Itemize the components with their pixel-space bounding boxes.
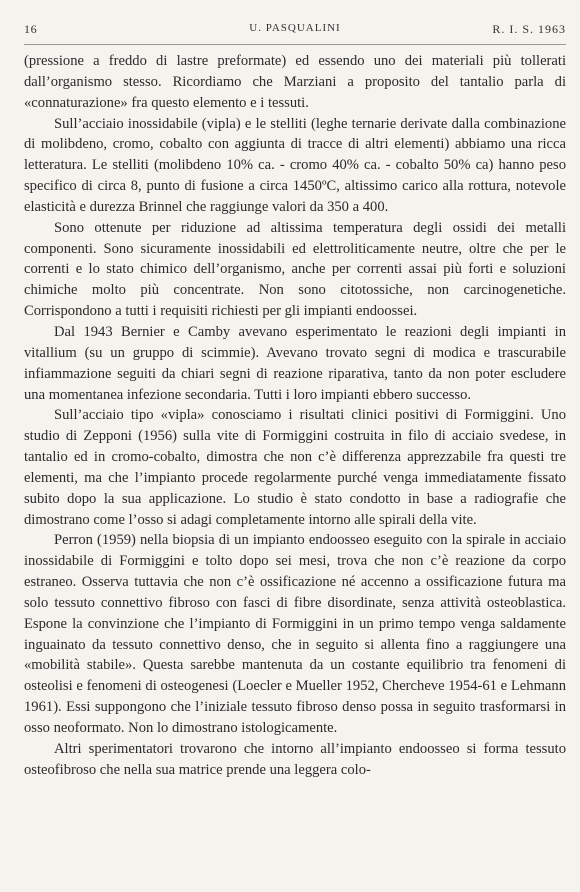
paragraph: Dal 1943 Bernier e Camby avevano esperimentato le reazioni degli impianti in vitallium (su un gruppo di scimmie). Avevano trovato segni di modica e trascurabile infiammazione seguiti da chiari segni di reazione riparativa, tanto da non poter escludere una momentanea infezione secondaria. Tutti i loro impianti ebbero successo. [24, 323, 566, 403]
paragraph: (pressione a freddo di lastre preformate) ed essendo uno dei materiali più tollerati dall’organismo stesso. Ricordiamo che Marziani a proposito del tantalio parla di «connaturazione» fra questo elemento e i tessuti. [24, 53, 566, 111]
page-number: 16 [24, 22, 38, 36]
paragraph: Sull’acciaio tipo «vipla» conosciamo i risultati clinici positivi di Formiggini. Uno studio di Zepponi (1956) sulla vite di Formiggini costruita in filo di acciaio svedese, in tantalio ed in cromo-cobalto, dimostra che non c’è differenza apprezzabile fra questi tre elementi, ma che l’impianto procede regolarmente purché venga immediatamente fissato subito dopo la sua applicazione. Lo studio è stato condotto in base a radiografie che dimostrano come l’osso si adagi completamente intorno alle spirali della vite. [24, 407, 566, 528]
paragraph: Sono ottenute per riduzione ad altissima temperatura degli ossidi dei metalli componenti. Sono sicuramente inossidabili ed elettroliticamente neutre, oltre che per le correnti e lo stato chimico dell’organismo, anche per correnti assai più forti e soluzioni chimiche molto più concentrate. Non sono citotossiche, non carcinogenetiche. Corrispondono a tutti i requisiti richiesti per gli impianti endoossei. [24, 219, 566, 320]
body-text [24, 51, 566, 781]
header-rule [24, 44, 566, 45]
running-journal: R. I. S. 1963 [492, 22, 566, 36]
running-header [24, 20, 566, 40]
paragraph: Altri sperimentatori trovarono che intorno all’impianto endoosseo si forma tessuto osteofibroso che nella sua matrice prende una leggera colo- [24, 740, 566, 778]
paragraph: Perron (1959) nella biopsia di un impianto endoosseo eseguito con la spirale in acciaio inossidabile di Formiggini e tolto dopo sei mesi, trova che non c’è reazione da corpo estraneo. Osserva tuttavia che non c’è ossificazione né accenno a ossificazione futura ma solo tessuto connettivo fibroso con fasci di fibre disordinate, senza attività osteoblastica. Espone la convinzione che l’impianto di Formiggini in un primo tempo venga saldamente inguainato da tessuto connettivo denso, che in seguito si allenta fino a raggiungere una «mobilità stabile». Questa sarebbe mantenuta da un costante equilibrio tra fenomeni di osteolisi e fenomeni di osteogenesi (Loecler e Mueller 1952, Chercheve 1954-61 e Lehmann 1961). Essi suppongono che l’iniziale tessuto fibroso denso possa in seguito trasformarsi in osso neoformato. Non lo dimostrano istologicamente. [24, 532, 566, 736]
running-author: U. PASQUALINI [249, 22, 341, 34]
paragraph: Sull’acciaio inossidabile (vipla) e le stelliti (leghe ternarie derivate dalla combinazione di molibdeno, cromo, cobalto con aggiunta di tracce di altri elementi) abbiamo una ricca letteratura. Le stelliti (molibdeno 10% ca. - cromo 40% ca. - cobalto 50% ca) hanno peso specifico di circa 8, punto di fusione a circa 1450ºC, altissimo carico alla rottura, notevole elasticità e durezza Brinnel che raggiunge valori da 350 a 400. [24, 115, 566, 215]
